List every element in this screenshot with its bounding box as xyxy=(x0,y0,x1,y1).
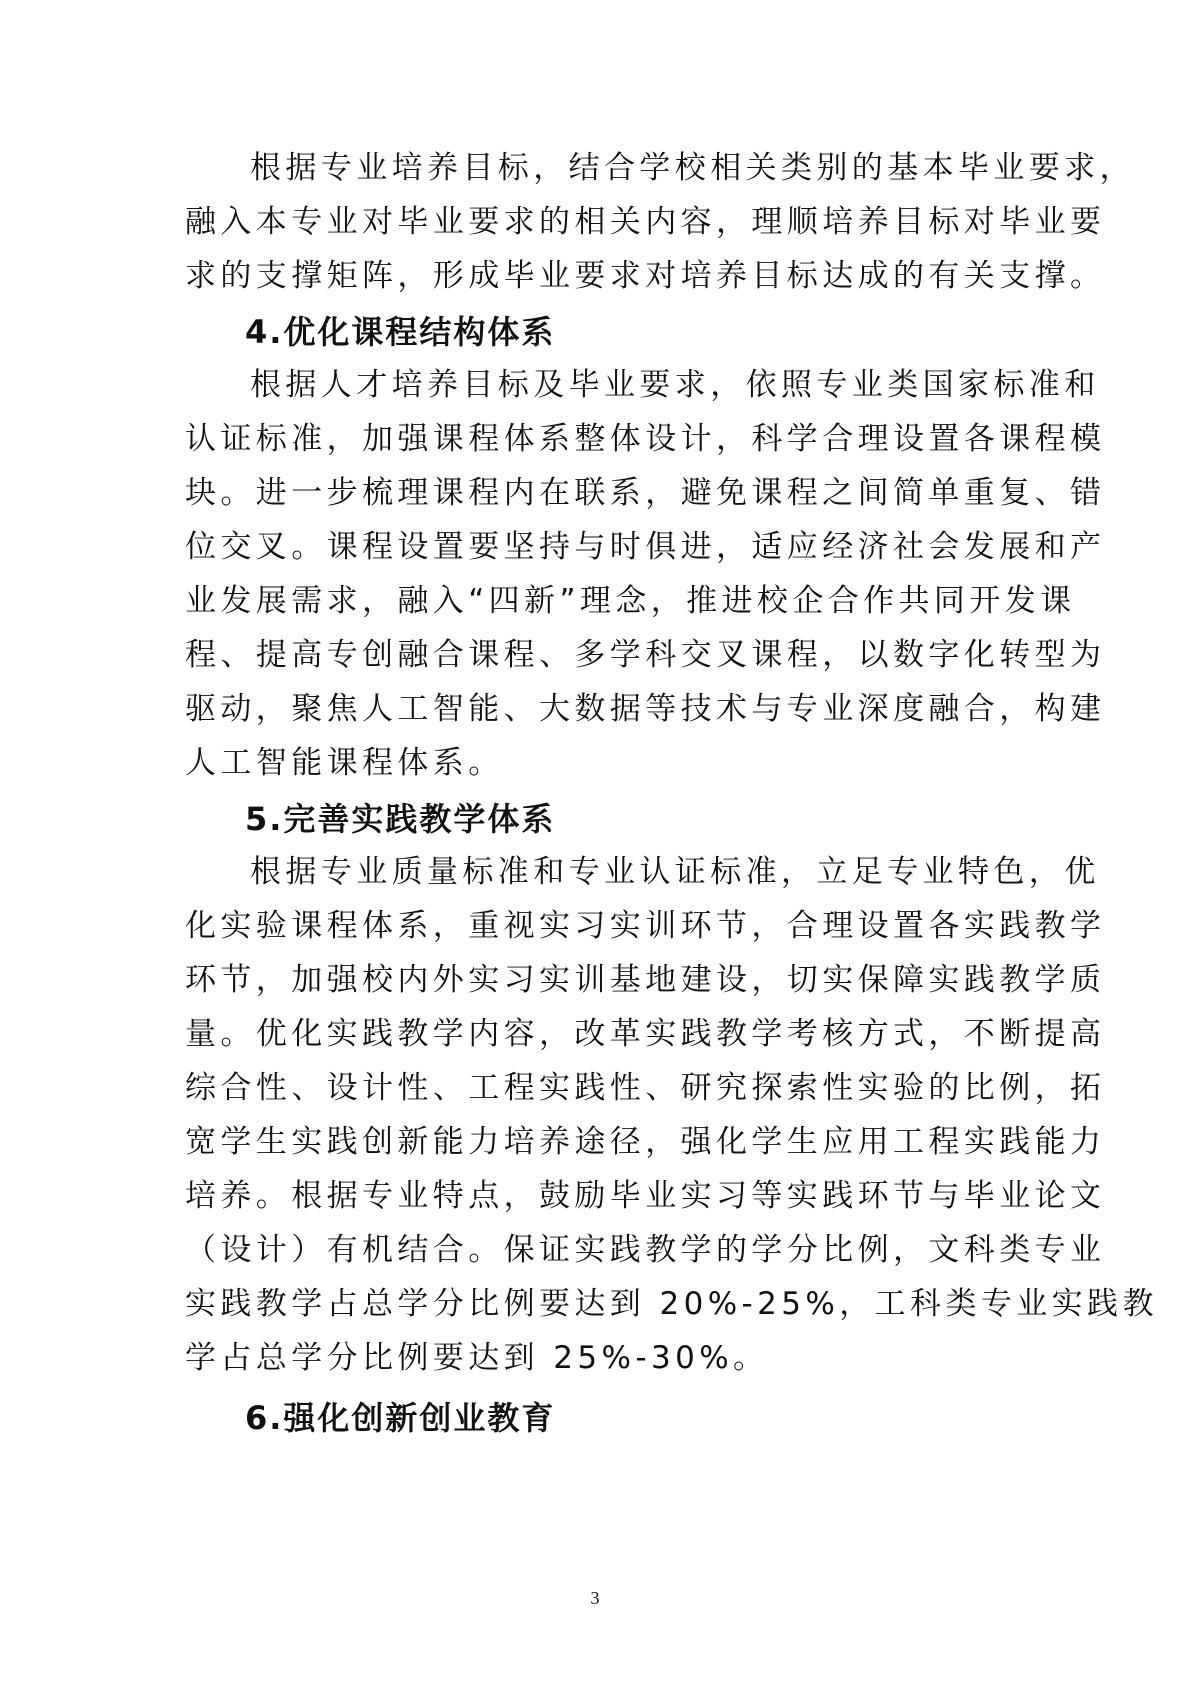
paragraph-line: 位交叉。课程设置要坚持与时俱进，适应经济社会发展和产 xyxy=(185,529,1106,565)
paragraph-line: 融入本专业对毕业要求的相关内容，理顺培养目标对毕业要 xyxy=(185,204,1106,240)
section-heading-5: 5.完善实践教学体系 xyxy=(245,800,556,838)
paragraph-line: 求的支撑矩阵，形成毕业要求对培养目标达成的有关支撑。 xyxy=(185,258,1106,294)
paragraph-line: 根据专业培养目标，结合学校相关类别的基本毕业要求， xyxy=(250,150,1135,186)
paragraph-line: 根据专业质量标准和专业认证标准，立足专业特色，优 xyxy=(250,854,1100,890)
paragraph-line: 块。进一步梳理课程内在联系，避免课程之间简单重复、错 xyxy=(185,475,1106,511)
paragraph-line: 程、提高专创融合课程、多学科交叉课程，以数字化转型为 xyxy=(185,637,1106,673)
paragraph-line: 量。优化实践教学内容，改革实践教学考核方式，不断提高 xyxy=(185,1016,1106,1052)
paragraph-line: 环节，加强校内外实习实训基地建设，切实保障实践教学质 xyxy=(185,962,1106,998)
paragraph-line: 实践教学占总学分比例要达到 20%-25%，工科类专业实践教 xyxy=(185,1286,1158,1322)
page-number: 3 xyxy=(590,1588,600,1608)
paragraph-line: 业发展需求，融入“四新”理念，推进校企合作共同开发课 xyxy=(185,583,1076,619)
paragraph-line: 培养。根据专业特点，鼓励毕业实习等实践环节与毕业论文 xyxy=(185,1178,1106,1214)
paragraph-line: 根据人才培养目标及毕业要求，依照专业类国家标准和 xyxy=(250,367,1100,403)
paragraph-line: 宽学生实践创新能力培养途径，强化学生应用工程实践能力 xyxy=(185,1124,1106,1160)
paragraph-line: 学占总学分比例要达到 25%-30%。 xyxy=(185,1340,769,1376)
paragraph-line: 驱动，聚焦人工智能、大数据等技术与专业深度融合，构建 xyxy=(185,691,1106,727)
paragraph-line: 综合性、设计性、工程实践性、研究探索性实验的比例，拓 xyxy=(185,1070,1106,1106)
section-heading-4: 4.优化课程结构体系 xyxy=(245,313,556,351)
paragraph-line: （设计）有机结合。保证实践教学的学分比例，文科类专业 xyxy=(185,1232,1106,1268)
paragraph-line: 人工智能课程体系。 xyxy=(185,745,504,781)
paragraph-line: 认证标准，加强课程体系整体设计，科学合理设置各课程模 xyxy=(185,421,1106,457)
paragraph-line: 化实验课程体系，重视实习实训环节，合理设置各实践教学 xyxy=(185,908,1106,944)
section-heading-6: 6.强化创新创业教育 xyxy=(245,1399,556,1437)
